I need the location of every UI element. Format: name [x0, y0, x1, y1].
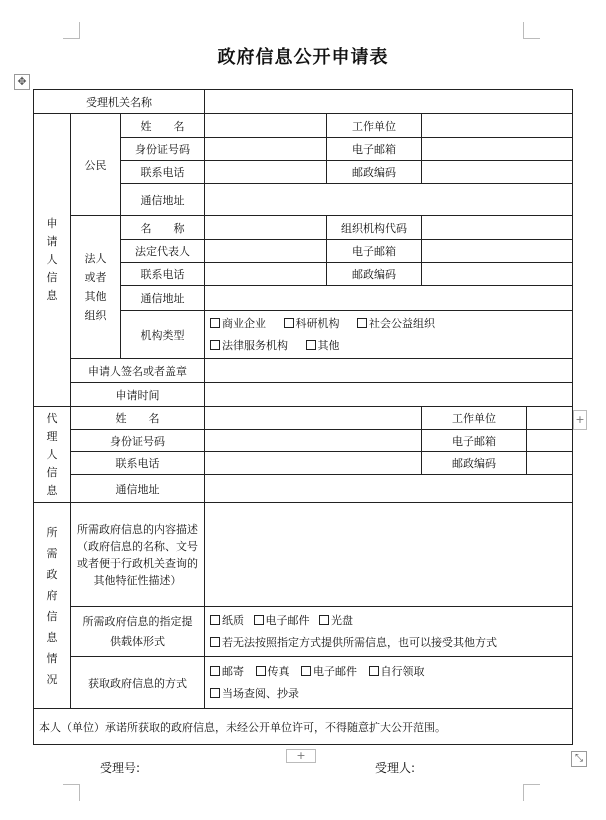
citizen-name-field[interactable]: [205, 114, 327, 138]
obtain-mail[interactable]: 邮寄: [210, 661, 244, 683]
checkbox-icon[interactable]: [301, 666, 311, 676]
carrier-form-options: [205, 607, 573, 657]
org-type-options: [205, 311, 573, 359]
citizen-phone-label: 联系电话: [121, 161, 205, 184]
agent-postcode-cell: [422, 452, 573, 475]
org-code-field[interactable]: [422, 216, 573, 240]
requested-info-label: 所需政府信息情况: [34, 503, 71, 709]
checkbox-icon[interactable]: [254, 615, 264, 625]
crop-mark-top-right: [523, 22, 540, 39]
agent-address-field[interactable]: [205, 475, 573, 503]
agent-info-label: 代理人信息: [34, 407, 71, 503]
citizen-email-field[interactable]: [422, 138, 573, 161]
org-name-field[interactable]: [205, 216, 327, 240]
checkbox-icon[interactable]: [210, 615, 220, 625]
citizen-address-field[interactable]: [205, 184, 573, 216]
citizen-work-unit-label: 工作单位: [327, 114, 422, 138]
citizen-id-label: 身份证号码: [121, 138, 205, 161]
checkbox-icon[interactable]: [210, 688, 220, 698]
agent-work-unit-label: 工作单位: [422, 407, 527, 429]
obtain-onsite[interactable]: 当场查阅、抄录: [210, 683, 299, 705]
agent-id-label: 身份证号码: [71, 430, 205, 452]
org-phone-label: 联系电话: [121, 263, 205, 286]
add-column-icon[interactable]: +: [573, 410, 587, 430]
org-type-public-welfare[interactable]: 社会公益组织: [357, 313, 435, 335]
org-type-label: 机构类型: [121, 311, 205, 359]
org-email-field[interactable]: [422, 240, 573, 263]
checkbox-icon[interactable]: [210, 340, 220, 350]
agent-name-label: 姓 名: [71, 407, 205, 430]
org-type-research[interactable]: 科研机构: [284, 313, 340, 335]
apply-time-label: 申请时间: [71, 383, 205, 407]
table-resize-icon[interactable]: ⤡: [571, 751, 587, 767]
carrier-paper[interactable]: 纸质: [210, 610, 244, 632]
carrier-email[interactable]: 电子邮件: [254, 610, 310, 632]
citizen-label: 公民: [71, 114, 121, 216]
signature-label: 申请人签名或者盖章: [71, 359, 205, 383]
citizen-phone-field[interactable]: [205, 161, 327, 184]
citizen-email-label: 电子邮箱: [327, 138, 422, 161]
org-postcode-field[interactable]: [422, 263, 573, 286]
application-form-table: [33, 89, 573, 745]
agent-postcode-field[interactable]: [527, 452, 573, 474]
org-email-label: 电子邮箱: [327, 240, 422, 263]
checkbox-icon[interactable]: [369, 666, 379, 676]
org-phone-field[interactable]: [205, 263, 327, 286]
checkbox-icon[interactable]: [357, 318, 367, 328]
obtain-method-options: [205, 657, 573, 709]
agent-postcode-label: 邮政编码: [422, 452, 527, 474]
pledge-text: 本人（单位）承诺所获取的政府信息，未经公开单位许可，不得随意扩大公开范围。: [34, 709, 573, 745]
citizen-id-field[interactable]: [205, 138, 327, 161]
crop-mark-bottom-right: [523, 784, 540, 801]
org-name-label: 名 称: [121, 216, 205, 240]
obtain-self-pickup[interactable]: 自行领取: [369, 661, 425, 683]
carrier-alt-method[interactable]: 若无法按照指定方式提供所需信息，也可以接受其他方式: [210, 632, 497, 654]
checkbox-icon[interactable]: [210, 637, 220, 647]
receipt-number-label: 受理号:: [100, 761, 141, 775]
apply-time-field[interactable]: [205, 383, 573, 407]
agent-name-field[interactable]: [205, 407, 422, 430]
content-desc-field[interactable]: [205, 503, 573, 607]
agent-email-label: 电子邮箱: [422, 430, 527, 451]
page-title: 政府信息公开申请表: [217, 47, 389, 68]
agent-email-cell: [422, 430, 573, 452]
agent-id-field[interactable]: [205, 430, 422, 452]
checkbox-icon[interactable]: [210, 318, 220, 328]
checkbox-icon[interactable]: [256, 666, 266, 676]
applicant-info-label: 申请人信息: [34, 114, 71, 407]
agent-phone-field[interactable]: [205, 452, 422, 475]
checkbox-icon[interactable]: [306, 340, 316, 350]
agent-phone-label: 联系电话: [71, 452, 205, 475]
citizen-address-label: 通信地址: [121, 184, 205, 216]
carrier-disc[interactable]: 光盘: [319, 610, 353, 632]
agent-work-unit-field[interactable]: [527, 407, 573, 429]
citizen-name-label: 姓 名: [121, 114, 205, 138]
org-code-label: 组织机构代码: [327, 216, 422, 240]
receiver-label: 受理人:: [375, 761, 416, 775]
citizen-postcode-label: 邮政编码: [327, 161, 422, 184]
org-postcode-label: 邮政编码: [327, 263, 422, 286]
obtain-fax[interactable]: 传真: [256, 661, 290, 683]
org-type-other[interactable]: 其他: [306, 335, 340, 357]
agency-field[interactable]: [205, 90, 573, 114]
checkbox-icon[interactable]: [284, 318, 294, 328]
org-type-legal-service[interactable]: 法律服务机构: [210, 335, 288, 357]
legal-rep-field[interactable]: [205, 240, 327, 263]
table-move-handle-icon[interactable]: ✥: [14, 74, 30, 90]
agent-email-field[interactable]: [527, 430, 573, 451]
agency-label: 受理机关名称: [34, 90, 205, 114]
legal-entity-label: 法人或者其他组织: [71, 216, 121, 359]
org-address-label: 通信地址: [121, 286, 205, 311]
legal-rep-label: 法定代表人: [121, 240, 205, 263]
obtain-method-label: 获取政府信息的方式: [71, 657, 205, 709]
crop-mark-bottom-left: [63, 784, 80, 801]
checkbox-icon[interactable]: [319, 615, 329, 625]
citizen-postcode-field[interactable]: [422, 161, 573, 184]
checkbox-icon[interactable]: [210, 666, 220, 676]
add-row-icon[interactable]: +: [286, 749, 316, 763]
agent-address-label: 通信地址: [71, 475, 205, 503]
org-type-commercial[interactable]: 商业企业: [210, 313, 266, 335]
crop-mark-top-left: [63, 22, 80, 39]
citizen-work-unit-field[interactable]: [422, 114, 573, 138]
org-address-field[interactable]: [205, 286, 573, 311]
agent-work-unit-cell: [422, 407, 573, 430]
content-desc-label: 所需政府信息的内容描述（政府信息的名称、文号或者便于行政机关查询的其他特征性描述）: [71, 503, 205, 607]
obtain-email[interactable]: 电子邮件: [301, 661, 357, 683]
signature-field[interactable]: [205, 359, 573, 383]
carrier-form-label: 所需政府信息的指定提供载体形式: [71, 607, 205, 657]
